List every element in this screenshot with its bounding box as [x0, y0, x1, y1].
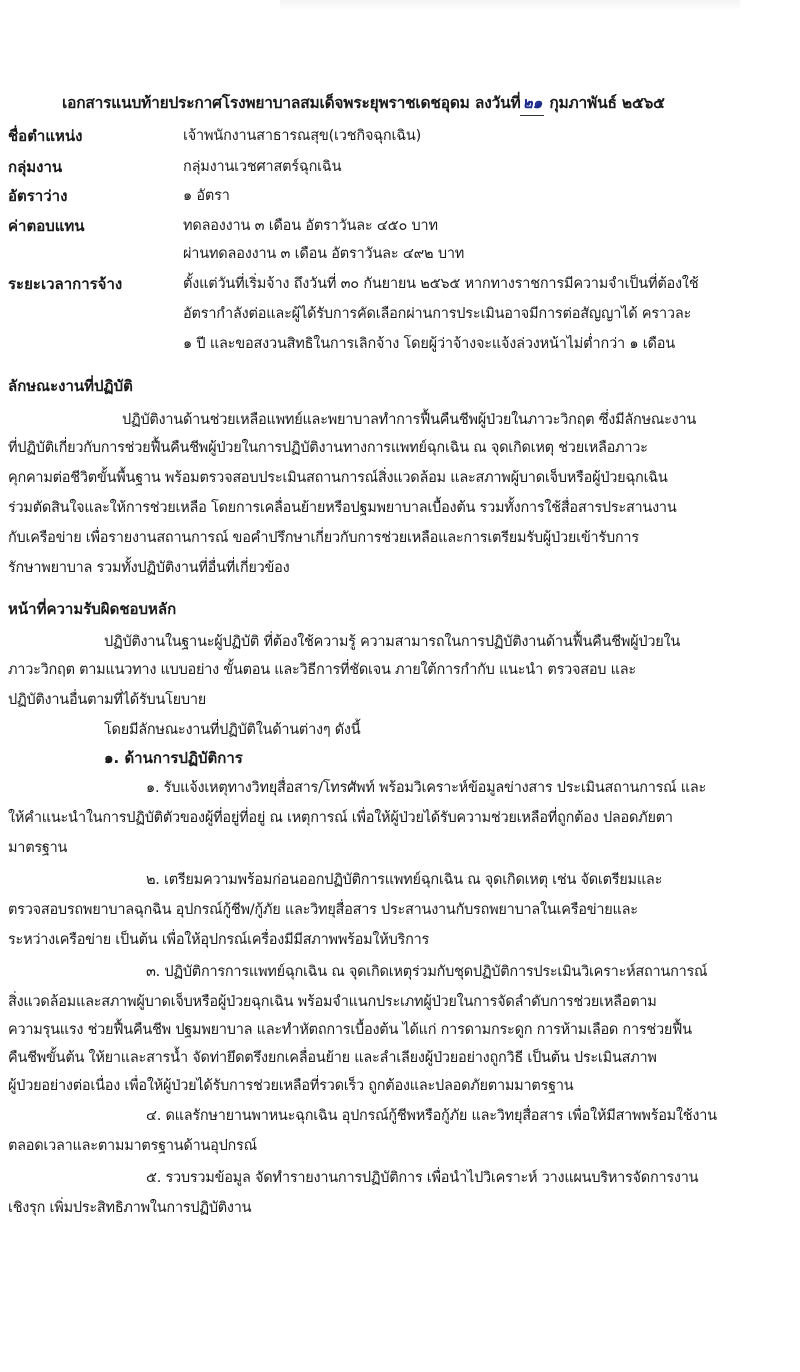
scan-artifact: [280, 0, 740, 10]
item-3-line: สิ่งแวดล้อมและสภาพผู้บาดเจ็บหรือผู้ป่วยฉุกเฉิน พร้อมจำแนกประเภทผู้ป่วยในการจัดลำดับการช่วยเหลือตาม: [8, 994, 657, 1010]
item-2-line: ๒. เตรียมความพร้อมก่อนออกปฏิบัติการแพทย์ฉุกเฉิน ณ จุดเกิดเหตุ เช่น จัดเตรียมและ: [146, 872, 663, 888]
item-1-line: ๑. รับแจ้งเหตุทางวิทยุสื่อสาร/โทรศัพท์ พร้อมวิเคราะห์ข้อมูลข่างสาร ประเมินสถานการณ์ และ: [146, 780, 706, 796]
item-2-line: ระหว่างเครือข่าย เป็นต้น เพื่อให้อุปกรณ์เครื่องมีมีสภาพพร้อมให้บริการ: [8, 932, 430, 948]
handwritten-date: ๒๑: [520, 90, 544, 116]
item-3-line: ผู้ป่วยอย่างต่อเนื่อง เพื่อให้ผู้ป่วยได้รับการช่วยเหลือที่รวดเร็ว ถูกต้องและปลอดภัยตามมาตรฐาน: [8, 1078, 574, 1094]
term-line: ๑ ปี และขอสงวนสิทธิในการเลิกจ้าง โดยผู้ว่าจ้างจะแจ้งล่วงหน้าไม่ต่ำกว่า ๑ เดือน: [183, 336, 675, 352]
nature-line: ร่วมตัดสินใจและให้การช่วยเหลือ โดยการเคลื่อนย้ายหรือปฐมพยาบาลเบื้องต้น รวมทั้งการใช้สื่อสารประสานงาน: [8, 500, 677, 516]
term-line: อัตรากำลังต่อและผู้ได้รับการคัดเลือกผ่านการประเมินอาจมีการต่อสัญญาได้ คราวละ: [183, 306, 692, 322]
nature-line: กับเครือข่าย เพื่อรายงานสถานการณ์ ขอคำปรึกษาเกี่ยวกับการช่วยเหลือและการเตรียมรับผู้ป่วยเข้ารับการ: [8, 530, 639, 546]
duties-intro-line: ภาวะวิกฤต ตามแนวทาง แบบอย่าง ขั้นตอน และวิธีการที่ชัดเจน ภายใต้การกำกับ แนะนำ ตรวจสอบ และ: [8, 662, 636, 678]
title-month-year: กุมภาพันธ์ ๒๕๖๕: [544, 94, 665, 112]
duties-intro-line: ปฏิบัติงานในฐานะผู้ปฏิบัติ ที่ต้องใช้ความรู้ ความสามารถในการปฏิบัติงานด้านฟื้นคืนชีพผู้ป่วยใน: [104, 634, 681, 650]
pay-line: ผ่านทดลองงาน ๓ เดือน อัตราวันละ ๔๙๒ บาท: [183, 246, 465, 262]
term-line: ตั้งแต่วันที่เริ่มจ้าง ถึงวันที่ ๓๐ กันยายน ๒๕๖๕ หากทางราชการมีความจำเป็นที่ต้องใช้: [183, 276, 699, 292]
document-title: [62, 90, 782, 116]
pay-line: ทดลองงาน ๓ เดือน อัตราวันละ ๔๕๐ บาท: [183, 218, 438, 234]
group-value: กลุ่มงานเวชศาสตร์ฉุกเฉิน: [183, 159, 342, 175]
item-4-line: ๔. ดแลรักษายานพาหนะฉุกเฉิน อุปกรณ์กู้ชีพหรือกู้ภัย และวิทยุสื่อสาร เพื่อให้มีสาพพร้อมใช้งาน: [146, 1108, 717, 1124]
nature-heading: ลักษณะงานที่ปฏิบัติ: [8, 377, 133, 395]
item-3-line: ๓. ปฏิบัติการการแพทย์ฉุกเฉิน ณ จุดเกิดเหตุร่วมกับชุดปฏิบัติการประเมินวิเคราะห์สถานการณ์: [146, 964, 708, 980]
group-label: กลุ่มงาน: [8, 158, 63, 176]
vacancy-label: อัตราว่าง: [8, 187, 68, 205]
item-1-line: มาตรฐาน: [8, 840, 68, 856]
duties-intro2: โดยมีลักษณะงานที่ปฏิบัติในด้านต่างๆ ดังนี้: [104, 722, 361, 738]
pay-label: ค่าตอบแทน: [8, 217, 85, 235]
item-3-line: คืนชีพขั้นต้น ให้ยาและสารน้ำ จัดท่ายึดตรึงยกเคลื่อนย้าย และลำเลียงผู้ป่วยอย่างถูกวิธี เป็นต้น ประเมินสภาพ: [8, 1050, 657, 1066]
position-label: ชื่อตำแหน่ง: [8, 127, 83, 145]
nature-line: ปฏิบัติงานด้านช่วยเหลือแพทย์และพยาบาลทำการฟื้นคืนชีพผู้ป่วยในภาวะวิกฤต ซึ่งมีลักษณะงาน: [122, 412, 697, 428]
item-2-line: ตรวจสอบรถพยาบาลฉุกฉิน อุปกรณ์กู้ชีพ/กู้ภัย และวิทยุสื่อสาร ประสานงานกับรถพยาบาลในเครือข่ายและ: [8, 902, 638, 918]
item-5-line: ๕. รวบรวมข้อมูล จัดทำรายงานการปฏิบัติการ เพื่อนำไปวิเคราะห์ วางแผนบริหารจัดการงาน: [146, 1170, 699, 1186]
nature-line: คุกคามต่อชีวิตขั้นพื้นฐาน พร้อมตรวจสอบประเมินสถานการณ์สิ่งแวดล้อม และสภาพผู้บาดเจ็บหรือผู้ป่วยฉุกเฉิน: [8, 470, 668, 486]
item-3-line: ความรุนแรง ช่วยฟื้นคืนชีพ ปฐมพยาบาล และทำหัตถการเบื้องต้น ได้แก่ การดามกระดูก การห้ามเลือด การช่วยฟื้น: [8, 1022, 692, 1038]
nature-line: รักษาพยาบาล รวมทั้งปฏิบัติงานที่อื่นที่เกี่ยวข้อง: [8, 560, 290, 576]
vacancy-value: ๑ อัตรา: [183, 188, 230, 204]
term-label: ระยะเวลาการจ้าง: [8, 275, 123, 293]
duties-intro-line: ปฏิบัติงานอื่นตามที่ได้รับนโยบาย: [8, 692, 206, 708]
item-1-line: ให้คำแนะนำในการปฏิบัติตัวของผู้ที่อยู่ที่อยู่ ณ เหตุการณ์ เพื่อให้ผู้ป่วยได้รับความช่วยเหลือที่ถูกต้อง ปลอดภัยตา: [8, 810, 673, 826]
nature-line: ที่ปฏิบัติเกี่ยวกับการช่วยฟื้นคืนชีพผู้ป่วยในการปฏิบัติงานทางการแพทย์ฉุกเฉิน ณ จุดเกิดเหตุ ช่วยเหลือภาวะ: [8, 440, 648, 456]
duties-heading: หน้าที่ความรับผิดชอบหลัก: [8, 600, 177, 618]
title-text: เอกสารแนบท้ายประกาศโรงพยาบาลสมเด็จพระยุพราชเดชอุดม ลงวันที่: [62, 94, 521, 112]
position-value: เจ้าพนักงานสาธารณสุข(เวชกิจฉุกเฉิน): [183, 128, 422, 144]
item-4-line: ตลอดเวลาและตามมาตรฐานด้านอุปกรณ์: [8, 1138, 257, 1154]
section-heading: ๑. ด้านการปฏิบัติการ: [104, 749, 243, 767]
item-5-line: เชิงรุก เพิ่มประสิทธิภาพในการปฏิบัติงาน: [8, 1200, 252, 1216]
